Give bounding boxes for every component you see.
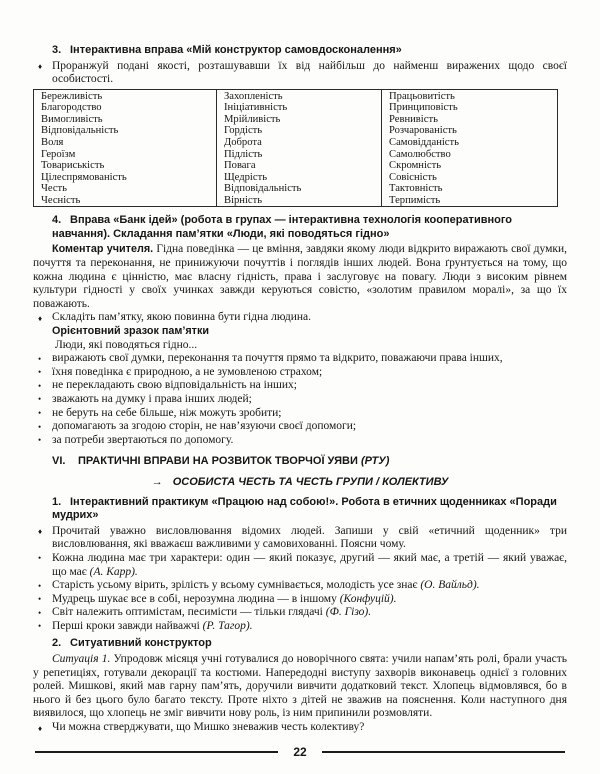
table-cell: Ініціативність (217, 102, 382, 114)
activity-4-heading (52, 214, 567, 241)
constructor-2-title: Ситуативний конструктор (70, 637, 212, 650)
section-6-abbr: (РТУ) (360, 455, 390, 468)
quote-text: Мудрець шукає все в собі, нерозумна людина — в іншому (52, 592, 337, 605)
practicum-1-title: Інтерактивний практикум «Працюю над собою!». Робота в етичних щоденниках «Поради мудрих» (52, 495, 557, 522)
memo-text: допомагають за згодою сторін, не нав’язуючи своєї допомоги; (52, 420, 357, 433)
table-cell: Підлість (217, 149, 382, 161)
memo-text: не беруть на себе більше, ніж можуть зробити; (52, 406, 282, 419)
section-6-heading (52, 455, 567, 469)
qualities-table (33, 89, 558, 207)
situation-paragraph (33, 653, 567, 721)
quote-item (38, 579, 567, 593)
practicum-1-number: 1. (52, 495, 62, 508)
table-row (34, 102, 558, 114)
table-cell: Вимогливість (41, 113, 103, 125)
memo-text: зважають на думку і права інших людей; (52, 392, 252, 405)
quote-author: (А. Карр). (89, 565, 138, 578)
quote-author: (О. Вайльд). (420, 579, 480, 592)
memo-item (38, 393, 567, 407)
diamond-bullet-icon: ♦ (38, 62, 43, 72)
table-cell: Повага (217, 160, 382, 172)
table-cell: Відповідальність (217, 183, 382, 195)
table-cell: Відповідальність (41, 125, 119, 137)
table-cell: Захопленість (217, 89, 382, 102)
question-item (38, 721, 567, 735)
table-cell: Честь (41, 183, 68, 195)
table-row (34, 114, 558, 126)
table-row (34, 160, 558, 172)
footer-rule-left (35, 751, 278, 753)
constructor-2-number: 2. (52, 637, 62, 650)
question-text: Чи можна стверджувати, що Мишко зневажив честь колективу? (52, 721, 365, 734)
topic-pointer (33, 476, 567, 490)
table-cell: Героїзм (41, 148, 76, 160)
quote-item (38, 620, 567, 634)
dot-bullet-icon: • (38, 380, 42, 391)
activity-4-number: 4. (52, 214, 62, 227)
table-cell: Тактовність (382, 183, 558, 195)
table-cell: Мрійливість (217, 114, 382, 126)
table-row (34, 89, 558, 102)
task-text: Прочитай уважно висловлювання відомих людей. Запиши у свій «етичний щоденник» три висловлювання, які вважаєш важливими у самовихованні. Поясни чому. (52, 524, 567, 551)
situation-body: Упродовж місяця учні готувалися до новорічного свята: учили напам’ять ролі, брали участь у репетиціях, готували декорації та костюми. Напередодні виступу захворів виконавець однієї з головних ролей. Мишкові, який мав гарну пам’ять, доручили вивчити додатковий текст. Хлопець відмовлявся, бо в нього й без цього було багато тексту. Проте ніхто з дітей не зважив на пояснення. Коли наступного дня виявилося, що хлопець не зміг вивчити нову роль, із ним припинили розмовляти. (33, 653, 567, 720)
task-item (38, 525, 567, 552)
table-row (34, 137, 558, 149)
table-cell: Ревнивість (382, 114, 558, 126)
diamond-bullet-icon: ♦ (38, 527, 43, 537)
dot-bullet-icon: • (38, 408, 42, 419)
table-cell: Самовідданість (382, 137, 558, 149)
dot-bullet-icon: • (38, 394, 42, 405)
table-cell: Вірність (217, 195, 382, 207)
quote-text: Кожна людина має три характери: один — який показує, другий — який має, а третій — який уважає, що має (52, 551, 567, 578)
table-cell: Совісність (382, 172, 558, 184)
table-cell: Самолюбство (382, 149, 558, 161)
table-cell: Щедрість (217, 172, 382, 184)
dot-bullet-icon: • (38, 435, 42, 446)
dot-bullet-icon: • (38, 353, 42, 364)
dot-bullet-icon: • (38, 580, 42, 591)
quote-item (38, 552, 567, 579)
table-cell: Воля (41, 136, 64, 148)
activity-3-number: 3. (52, 44, 62, 56)
table-row (34, 149, 558, 161)
constructor-2-heading (52, 637, 567, 651)
memo-text: за потреби звертаються по допомогу. (52, 433, 234, 446)
table-row (34, 195, 558, 207)
memo-text: їхня поведінка є природною, а не зумовленою страхом; (52, 365, 323, 378)
memo-item (38, 420, 567, 434)
quote-item (38, 593, 567, 607)
arrow-icon: → (151, 475, 163, 488)
section-6-number: VI. (52, 455, 66, 468)
task-item (38, 311, 567, 325)
topic-pointer-title: ОСОБИСТА ЧЕСТЬ ТА ЧЕСТЬ ГРУПИ / КОЛЕКТИВУ (172, 475, 449, 488)
page-number: 22 (293, 745, 307, 759)
quote-item (38, 606, 567, 620)
task-text: Складіть пам’ятку, якою повинна бути гідна людина. (52, 311, 312, 324)
dot-bullet-icon: • (38, 607, 42, 618)
quote-text: Перші кроки завжди найважчі (52, 619, 200, 632)
task-text: Проранжуй подані якості, розташувавши їх від найбільш до найменш виражених щодо своєї особистості. (52, 59, 567, 86)
table-cell: Гордість (217, 125, 382, 137)
table-cell: Принциповість (382, 102, 558, 114)
dot-bullet-icon: • (38, 421, 42, 432)
diamond-bullet-icon: ♦ (38, 313, 43, 323)
activity-4-title: Вправа «Банк ідей» (робота в групах — інтерактивна технологія кооперативного навчання). Складання пам’ятки «Люди, які поводяться гідно» (52, 214, 512, 240)
teacher-comment (33, 243, 567, 311)
table-cell: Скромність (382, 160, 558, 172)
footer-rule-right (322, 751, 565, 753)
activity-3-heading (52, 44, 567, 58)
table-cell: Благородство (41, 102, 102, 114)
memo-text: виражають свої думки, переконання та почуття прямо та відкрито, поважаючи права інших, (52, 352, 503, 365)
table-row (34, 125, 558, 137)
activity-4-task-list (33, 311, 567, 325)
memo-item (38, 366, 567, 380)
activity-3-task-list (33, 60, 567, 87)
memo-item (38, 434, 567, 448)
practicum-1-task-list (33, 525, 567, 552)
teacher-comment-label: Коментар учителя. (52, 243, 154, 256)
situation-label: Ситуація 1. (52, 653, 111, 666)
page-footer (33, 746, 567, 764)
diamond-bullet-icon: ♦ (38, 723, 43, 733)
table-cell: Чесність (41, 194, 81, 206)
sample-memo-intro: Люди, які поводяться гідно... (55, 338, 198, 351)
table-cell: Терпимість (382, 195, 558, 207)
practicum-1-heading (52, 496, 567, 523)
quote-text: Старість усьому вірить, зрілість у всьому сумнівається, молодість усе знає (52, 579, 418, 592)
dot-bullet-icon: • (38, 367, 42, 378)
memo-item (38, 379, 567, 393)
quotes-list (33, 552, 567, 634)
table-cell: Товариськість (41, 160, 105, 172)
table-cell: Розчарованість (382, 125, 558, 137)
quote-author: (Р. Тагор). (202, 619, 253, 632)
memo-item (38, 352, 567, 366)
sample-memo-list (33, 352, 567, 447)
quote-text: Світ належить оптимістам, песимісти — тільки глядачі (52, 606, 323, 619)
task-item (38, 60, 567, 87)
memo-text: не перекладають свою відповідальність на інших; (52, 379, 297, 392)
memo-item (38, 407, 567, 421)
table-cell: Бережливість (41, 90, 103, 102)
dot-bullet-icon: • (38, 553, 42, 564)
quote-author: (Ф. Гізо). (325, 606, 372, 619)
situation-question-list (33, 721, 567, 735)
table-cell: Цілеспрямованість (41, 171, 127, 183)
section-6-title: ПРАКТИЧНІ ВПРАВИ НА РОЗВИТОК ТВОРЧОЇ УЯВИ (78, 455, 358, 468)
dot-bullet-icon: • (38, 621, 42, 632)
table-row (34, 183, 558, 195)
activity-3-title: Інтерактивна вправа «Мій конструктор самовдосконалення» (70, 44, 402, 56)
dot-bullet-icon: • (38, 594, 42, 605)
quote-author: (Конфуцій). (339, 592, 397, 605)
sample-memo-label: Орієнтовний зразок пам’ятки (52, 325, 209, 337)
table-cell: Працьовитість (382, 89, 558, 102)
teacher-comment-body: Гідна поведінка — це вміння, завдяки якому люди відкрито виражають свої думки, почуття та переконання, не принижуючи почуттів і поглядів інших людей. Вона ґрунтується на тому, що кожна людина є цінністю, має власну гідність, права і заслуговує на повагу. Люди з високим рівнем культури гідності у своїх учинках завжди керуються совістю, «золотим правилом моралі», за що їх поважають. (33, 243, 567, 310)
table-cell: Доброта (217, 137, 382, 149)
table-row (34, 172, 558, 184)
